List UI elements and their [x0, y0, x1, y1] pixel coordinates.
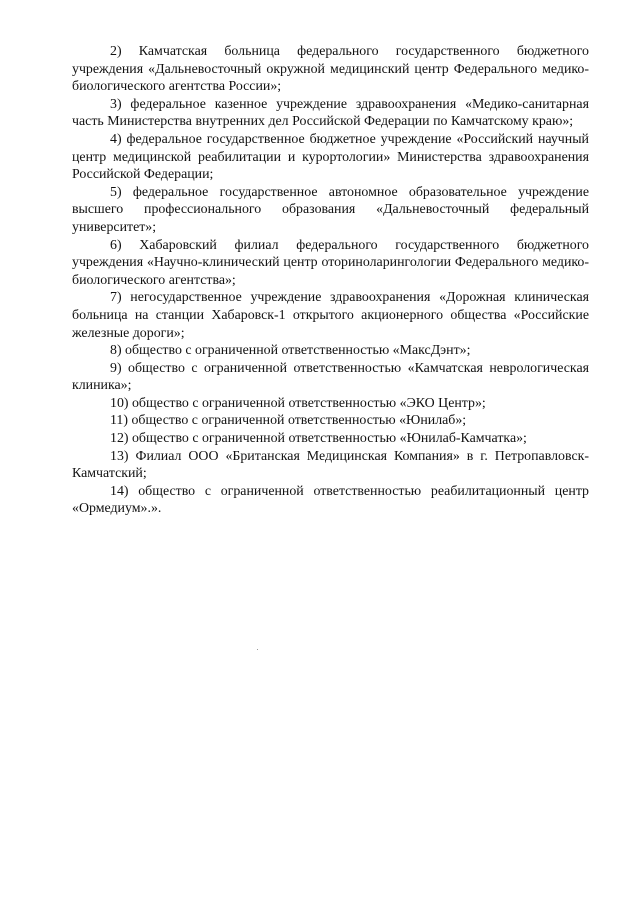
- list-item: 12) общество с ограниченной ответственностью «Юнилаб-Камчатка»;: [110, 431, 527, 447]
- list-item: 3) федеральное казенное учреждение здравоохранения «Медико-санитарная часть Министерства внутренних дел Российской Федерации по Камчатскому краю»;: [72, 96, 589, 130]
- list-item: 5) федеральное государственное автономное образовательное учреждение высшего профессионального образования «Дальневосточный федеральный университет»;: [72, 184, 589, 235]
- list-item: 7) негосударственное учреждение здравоохранения «Дорожная клиническая больница на станции Хабаровск-1 открытого акционерного общества «Российские железные дороги»;: [72, 290, 589, 341]
- list-item: 6) Хабаровский филиал федерального государственного бюджетного учреждения «Научно-клинический центр оториноларингологии Федерального медико-биологического агентства»;: [72, 237, 589, 288]
- list-item: 11) общество с ограниченной ответственностью «Юнилаб»;: [110, 413, 467, 429]
- list-item: 10) общество с ограниченной ответственностью «ЭКО Центр»;: [110, 395, 486, 411]
- list-item: 2) Камчатская больница федерального государственного бюджетного учреждения «Дальневосточный окружной медицинский центр Федерального медико-биологического агентства России»;: [72, 44, 589, 95]
- document-page: [72, 43, 589, 518]
- list-item: 13) Филиал ООО «Британская Медицинская Компания» в г. Петропавловск-Камчатский;: [72, 448, 589, 482]
- list-item: 4) федеральное государственное бюджетное учреждение «Российский научный центр медицинской реабилитации и курортологии» Министерства здравоохранения Российской Федерации;: [72, 131, 589, 183]
- list-item: 9) общество с ограниченной ответственностью «Камчатская неврологическая клиника»;: [72, 360, 589, 394]
- list-item: 8) общество с ограниченной ответственностью «МаксДэнт»;: [110, 343, 471, 359]
- list-item: 14) общество с ограниченной ответственностью реабилитационный центр «Ормедиум».».: [72, 483, 589, 517]
- scan-speck: [257, 649, 258, 650]
